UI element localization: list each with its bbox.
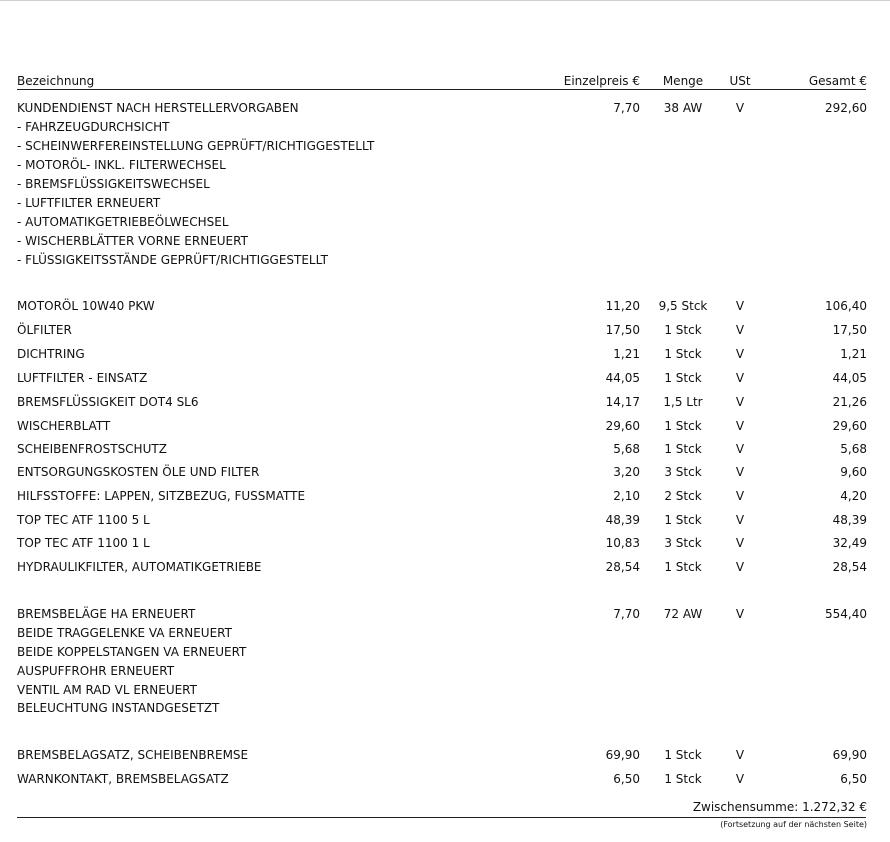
header-vat: USt <box>729 74 751 88</box>
item-unit-price: 10,83 <box>605 536 640 550</box>
item-description: HILFSSTOFFE: LAPPEN, SITZBEZUG, FUSSMATTE <box>17 489 306 503</box>
item-vat: V <box>735 513 745 527</box>
table-row <box>0 99 890 117</box>
item-unit-price: 69,90 <box>605 748 640 762</box>
item-quantity: 3 Stck <box>664 536 702 550</box>
item-quantity: 72 AW <box>663 607 703 621</box>
item-description: - LUFTFILTER ERNEUERT <box>17 196 161 210</box>
item-total: 29,60 <box>832 419 867 433</box>
item-unit-price: 6,50 <box>613 772 640 786</box>
item-description: AUSPUFFROHR ERNEUERT <box>17 664 175 678</box>
item-total: 1,21 <box>840 347 867 361</box>
item-description: WISCHERBLATT <box>17 419 111 433</box>
table-row <box>0 175 890 193</box>
item-vat: V <box>735 101 745 115</box>
header-description: Bezeichnung <box>17 74 95 88</box>
table-row <box>0 487 890 505</box>
item-vat: V <box>735 607 745 621</box>
item-quantity: 1 Stck <box>664 371 702 385</box>
item-description: WARNKONTAKT, BREMSBELAGSATZ <box>17 772 229 786</box>
item-vat: V <box>735 560 745 574</box>
item-quantity: 1 Stck <box>664 442 702 456</box>
header-rule <box>17 89 866 90</box>
table-row <box>0 770 890 788</box>
item-quantity: 2 Stck <box>664 489 702 503</box>
item-vat: V <box>735 323 745 337</box>
table-header <box>0 72 890 90</box>
item-total: 106,40 <box>825 299 867 313</box>
item-description: - SCHEINWERFEREINSTELLUNG GEPRÜFT/RICHTIGGESTELLT <box>17 139 375 153</box>
item-unit-price: 48,39 <box>605 513 640 527</box>
item-unit-price: 29,60 <box>605 419 640 433</box>
item-description: KUNDENDIENST NACH HERSTELLERVORGABEN <box>17 101 299 115</box>
item-vat: V <box>735 299 745 313</box>
item-description: - MOTORÖL- INKL. FILTERWECHSEL <box>17 158 226 172</box>
item-description: BREMSBELÄGE HA ERNEUERT <box>17 607 196 621</box>
item-description: LUFTFILTER - EINSATZ <box>17 371 148 385</box>
item-unit-price: 2,10 <box>613 489 640 503</box>
table-row <box>0 746 890 764</box>
item-description: BREMSBELAGSATZ, SCHEIBENBREMSE <box>17 748 249 762</box>
item-unit-price: 3,20 <box>613 465 640 479</box>
item-total: 28,54 <box>832 560 867 574</box>
item-description: - BREMSFLÜSSIGKEITSWECHSEL <box>17 177 210 191</box>
table-row <box>0 251 890 269</box>
item-quantity: 1 Stck <box>664 347 702 361</box>
item-vat: V <box>735 442 745 456</box>
item-description: BEIDE TRAGGELENKE VA ERNEUERT <box>17 626 232 640</box>
table-row <box>0 393 890 411</box>
table-row <box>0 213 890 231</box>
subtotal-rule <box>17 817 866 818</box>
item-total: 292,60 <box>825 101 867 115</box>
table-row <box>0 681 890 699</box>
item-vat: V <box>735 347 745 361</box>
item-description: BEIDE KOPPELSTANGEN VA ERNEUERT <box>17 645 247 659</box>
table-row <box>0 605 890 623</box>
item-description: TOP TEC ATF 1100 1 L <box>17 536 150 550</box>
header-unit-price: Einzelpreis € <box>563 74 640 88</box>
item-unit-price: 28,54 <box>605 560 640 574</box>
item-quantity: 9,5 Stck <box>658 299 708 313</box>
item-description: BELEUCHTUNG INSTANDGESETZT <box>17 701 220 715</box>
item-total: 9,60 <box>840 465 867 479</box>
subtotal: Zwischensumme: 1.272,32 € <box>692 800 867 814</box>
item-description: VENTIL AM RAD VL ERNEUERT <box>17 683 197 697</box>
table-row <box>0 699 890 717</box>
item-description: DICHTRING <box>17 347 85 361</box>
item-unit-price: 44,05 <box>605 371 640 385</box>
table-row <box>0 194 890 212</box>
item-quantity: 1 Stck <box>664 560 702 574</box>
table-row <box>0 345 890 363</box>
item-description: - AUTOMATIKGETRIEBEÖLWECHSEL <box>17 215 229 229</box>
item-quantity: 1 Stck <box>664 748 702 762</box>
item-quantity: 1 Stck <box>664 419 702 433</box>
table-row <box>0 417 890 435</box>
table-row <box>0 297 890 315</box>
table-row <box>0 624 890 642</box>
item-description: TOP TEC ATF 1100 5 L <box>17 513 150 527</box>
table-row <box>0 558 890 576</box>
item-total: 554,40 <box>825 607 867 621</box>
table-row <box>0 118 890 136</box>
item-description: - FAHRZEUGDURCHSICHT <box>17 120 170 134</box>
item-total: 32,49 <box>832 536 867 550</box>
table-row <box>0 511 890 529</box>
header-total: Gesamt € <box>808 74 867 88</box>
item-total: 4,20 <box>840 489 867 503</box>
item-unit-price: 14,17 <box>605 395 640 409</box>
item-description: - WISCHERBLÄTTER VORNE ERNEUERT <box>17 234 248 248</box>
item-total: 17,50 <box>832 323 867 337</box>
item-vat: V <box>735 489 745 503</box>
item-quantity: 38 AW <box>663 101 703 115</box>
item-quantity: 1 Stck <box>664 513 702 527</box>
item-total: 69,90 <box>832 748 867 762</box>
item-unit-price: 11,20 <box>605 299 640 313</box>
item-unit-price: 7,70 <box>613 101 640 115</box>
header-quantity: Menge <box>662 74 704 88</box>
item-description: SCHEIBENFROSTSCHUTZ <box>17 442 167 456</box>
item-quantity: 1,5 Ltr <box>663 395 703 409</box>
item-description: - FLÜSSIGKEITSSTÄNDE GEPRÜFT/RICHTIGGESTELLT <box>17 253 328 267</box>
table-row <box>0 156 890 174</box>
item-vat: V <box>735 419 745 433</box>
item-total: 48,39 <box>832 513 867 527</box>
item-total: 44,05 <box>832 371 867 385</box>
item-unit-price: 7,70 <box>613 607 640 621</box>
item-description: ENTSORGUNGSKOSTEN ÖLE UND FILTER <box>17 465 260 479</box>
item-description: HYDRAULIKFILTER, AUTOMATIKGETRIEBE <box>17 560 262 574</box>
item-quantity: 3 Stck <box>664 465 702 479</box>
table-row <box>0 321 890 339</box>
item-quantity: 1 Stck <box>664 772 702 786</box>
item-unit-price: 5,68 <box>613 442 640 456</box>
table-row <box>0 369 890 387</box>
item-total: 5,68 <box>840 442 867 456</box>
item-unit-price: 1,21 <box>613 347 640 361</box>
item-vat: V <box>735 371 745 385</box>
item-vat: V <box>735 772 745 786</box>
table-row <box>0 643 890 661</box>
item-vat: V <box>735 465 745 479</box>
item-vat: V <box>735 536 745 550</box>
table-row <box>0 232 890 250</box>
item-vat: V <box>735 748 745 762</box>
table-row <box>0 440 890 458</box>
item-unit-price: 17,50 <box>605 323 640 337</box>
table-row <box>0 463 890 481</box>
table-row <box>0 137 890 155</box>
item-total: 21,26 <box>832 395 867 409</box>
item-quantity: 1 Stck <box>664 323 702 337</box>
continuation-note: (Fortsetzung auf der nächsten Seite) <box>720 820 867 829</box>
item-vat: V <box>735 395 745 409</box>
item-description: MOTORÖL 10W40 PKW <box>17 299 155 313</box>
table-row <box>0 534 890 552</box>
item-description: BREMSFLÜSSIGKEIT DOT4 SL6 <box>17 395 199 409</box>
table-row <box>0 662 890 680</box>
item-total: 6,50 <box>840 772 867 786</box>
page-top-border <box>0 0 890 1</box>
item-description: ÖLFILTER <box>17 323 72 337</box>
